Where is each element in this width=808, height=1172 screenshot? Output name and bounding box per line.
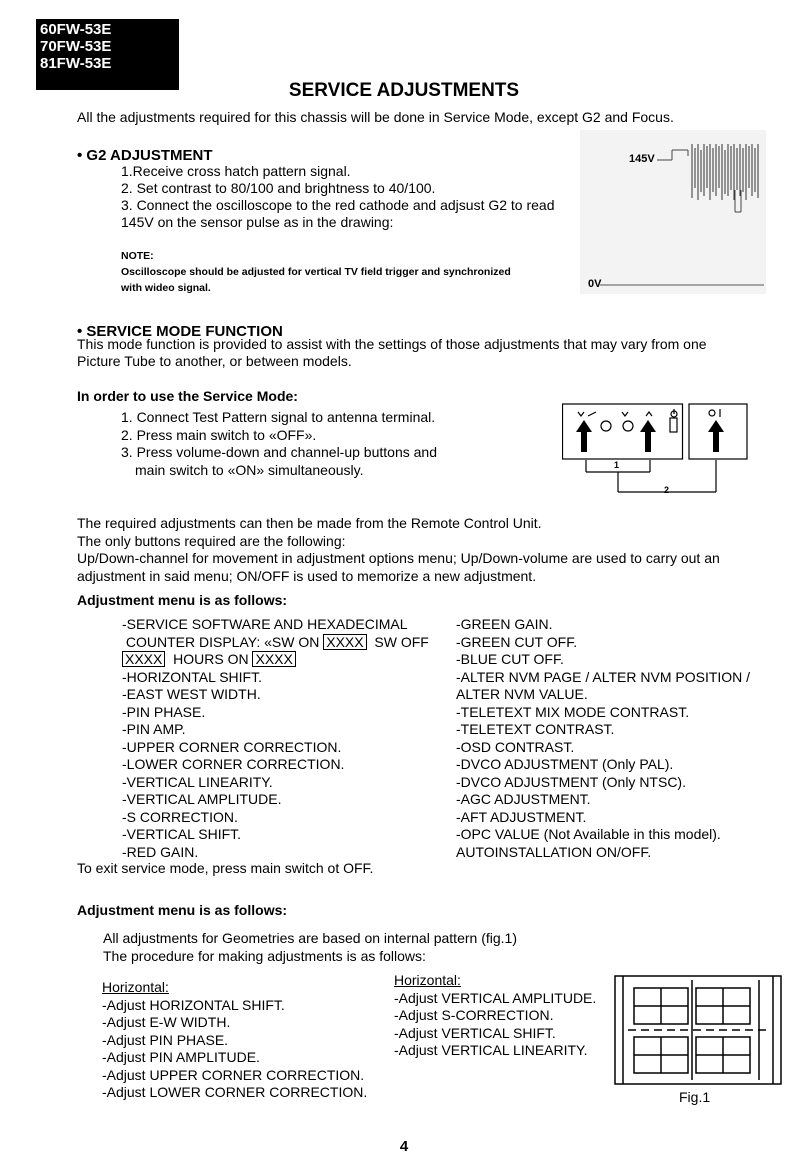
menu-item: -VERTICAL AMPLITUDE. <box>122 791 282 807</box>
menu-item: -ALTER NVM PAGE / ALTER NVM POSITION / <box>456 668 751 685</box>
list-item: -Adjust VERTICAL SHIFT. <box>394 1024 556 1041</box>
fig1-pattern <box>614 975 782 1085</box>
counter-box: XXXX <box>122 651 165 667</box>
service-mode-description <box>77 336 707 370</box>
geometry-right-list <box>394 972 596 1060</box>
g2-step: 2. Set contrast to 80/100 and brightness to 40/100. <box>121 180 436 196</box>
page-number: 4 <box>399 1138 409 1155</box>
menu-item: -TELETEXT MIX MODE CONTRAST. <box>456 703 690 720</box>
service-mode-heading: • SERVICE MODE FUNCTION <box>77 323 283 340</box>
description-line: This mode function is provided to assist with the settings of those adjustments that may vary from one <box>77 336 707 352</box>
g2-steps <box>121 163 555 231</box>
g2-step: 3. Connect the oscilloscope to the red cathode and adjsust G2 to read <box>121 197 555 213</box>
exit-instruction: To exit service mode, press main switch ot OFF. <box>77 860 374 876</box>
menu-item: -PIN PHASE. <box>122 703 206 720</box>
menu-item: -OPC VALUE (Not Available in this model). <box>456 826 721 842</box>
menu-item: AUTOINSTALLATION ON/OFF. <box>456 843 652 860</box>
intro-line: All adjustments for Geometries are based on internal pattern (fig.1) <box>103 930 517 946</box>
menu-item: -DVCO ADJUSTMENT (Only PAL). <box>456 756 674 772</box>
panel-label-2: 2 <box>664 485 670 495</box>
menu-left-column <box>122 616 429 861</box>
menu-item: -UPPER CORNER CORRECTION. <box>122 738 342 755</box>
remote-control-paragraph <box>77 515 720 585</box>
geometry-heading: Adjustment menu is as follows: <box>77 902 288 918</box>
menu-item: -RED GAIN. <box>122 843 199 860</box>
menu-item-hours: XXXX HOURS ON XXXX <box>122 651 429 669</box>
intro-line: The procedure for making adjustments is as follows: <box>103 947 426 964</box>
fig1-caption: Fig.1 <box>679 1089 711 1105</box>
usage-steps <box>121 409 437 479</box>
menu-item: -AFT ADJUSTMENT. <box>456 808 587 825</box>
menu-item: -VERTICAL SHIFT. <box>122 826 242 842</box>
list-item: -Adjust UPPER CORNER CORRECTION. <box>102 1066 365 1083</box>
menu-item: -BLUE CUT OFF. <box>456 651 564 667</box>
menu-item: -S CORRECTION. <box>122 808 238 825</box>
usage-step: 3. Press volume-down and channel-up buttons and <box>121 444 437 460</box>
description-line: Picture Tube to another, or between models. <box>77 353 352 369</box>
menu-item: -SERVICE SOFTWARE AND HEXADECIMAL <box>122 616 408 632</box>
counter-box: XXXX <box>323 634 366 650</box>
menu-item: -OSD CONTRAST. <box>456 738 575 755</box>
counter-box: XXXX <box>252 651 295 667</box>
oscilloscope-drawing <box>580 130 766 294</box>
menu-item: ALTER NVM VALUE. <box>456 686 588 702</box>
menu-item: -HORIZONTAL SHIFT. <box>122 668 262 685</box>
menu-item: -PIN AMP. <box>122 721 186 737</box>
list-item: -Adjust LOWER CORNER CORRECTION. <box>102 1084 368 1100</box>
g2-step: 1.Receive cross hatch pattern signal. <box>121 163 351 179</box>
paragraph-line: adjustment in said menu; ON/OFF is used to memorize a new adjustment. <box>77 567 537 584</box>
g2-note <box>121 248 511 296</box>
usage-step: 2. Press main switch to «OFF». <box>121 426 317 443</box>
paragraph-line: Up/Down-channel for movement in adjustment options menu; Up/Down-volume are used to carry out an <box>77 550 720 566</box>
scope-label-0v: 0V <box>588 278 602 290</box>
menu-item: -VERTICAL LINEARITY. <box>122 773 273 790</box>
intro-text: All the adjustments required for this chassis will be done in Service Mode, except G2 and Focus. <box>77 109 674 125</box>
usage-step: 1. Connect Test Pattern signal to antenna terminal. <box>121 409 436 425</box>
list-item: -Adjust E-W WIDTH. <box>102 1014 231 1030</box>
list-item: -Adjust VERTICAL LINEARITY. <box>394 1042 588 1058</box>
list-item: -Adjust HORIZONTAL SHIFT. <box>102 996 285 1013</box>
list-heading: Horizontal: <box>102 979 169 995</box>
menu-item: -GREEN GAIN. <box>456 616 553 632</box>
model-number: 81FW-53E <box>40 55 112 72</box>
paragraph-line: The only buttons required are the following: <box>77 532 346 549</box>
paragraph-line: The required adjustments can then be made from the Remote Control Unit. <box>77 515 542 531</box>
menu-item: -GREEN CUT OFF. <box>456 633 578 650</box>
list-item: -Adjust PIN PHASE. <box>102 1031 229 1048</box>
panel-label-1: 1 <box>614 460 620 470</box>
model-number: 60FW-53E <box>40 21 112 38</box>
g2-step: 145V on the sensor pulse as in the drawing: <box>121 214 394 230</box>
list-item: -Adjust VERTICAL AMPLITUDE. <box>394 989 597 1006</box>
note-line: Oscilloscope should be adjusted for vertical TV field trigger and synchronized <box>121 266 511 278</box>
menu-item: -DVCO ADJUSTMENT (Only NTSC). <box>456 773 686 790</box>
menu-item-counter: COUNTER DISPLAY: «SW ON XXXX SW OFF <box>125 633 429 650</box>
front-panel-drawing <box>562 400 752 496</box>
menu-item: -TELETEXT CONTRAST. <box>456 721 615 737</box>
list-item: -Adjust PIN AMPLITUDE. <box>102 1049 260 1065</box>
list-item: -Adjust S-CORRECTION. <box>394 1007 554 1023</box>
usage-step: main switch to «ON» simultaneously. <box>135 461 364 478</box>
menu-right-column <box>456 616 750 861</box>
menu-heading: Adjustment menu is as follows: <box>77 592 288 608</box>
model-number: 70FW-53E <box>40 38 112 55</box>
menu-item: -EAST WEST WIDTH. <box>122 686 261 702</box>
menu-item: -LOWER CORNER CORRECTION. <box>122 756 345 772</box>
geometry-left-list <box>102 979 367 1102</box>
note-label: NOTE: <box>121 250 154 262</box>
list-heading: Horizontal: <box>394 972 461 988</box>
usage-heading: In order to use the Service Mode: <box>77 388 298 404</box>
geometry-intro <box>103 930 517 965</box>
scope-label-145v: 145V <box>629 153 655 165</box>
page-title: SERVICE ADJUSTMENTS <box>288 80 520 101</box>
g2-heading: • G2 ADJUSTMENT <box>77 147 213 164</box>
menu-item: -AGC ADJUSTMENT. <box>456 791 591 807</box>
note-line: with wideo signal. <box>121 282 211 294</box>
